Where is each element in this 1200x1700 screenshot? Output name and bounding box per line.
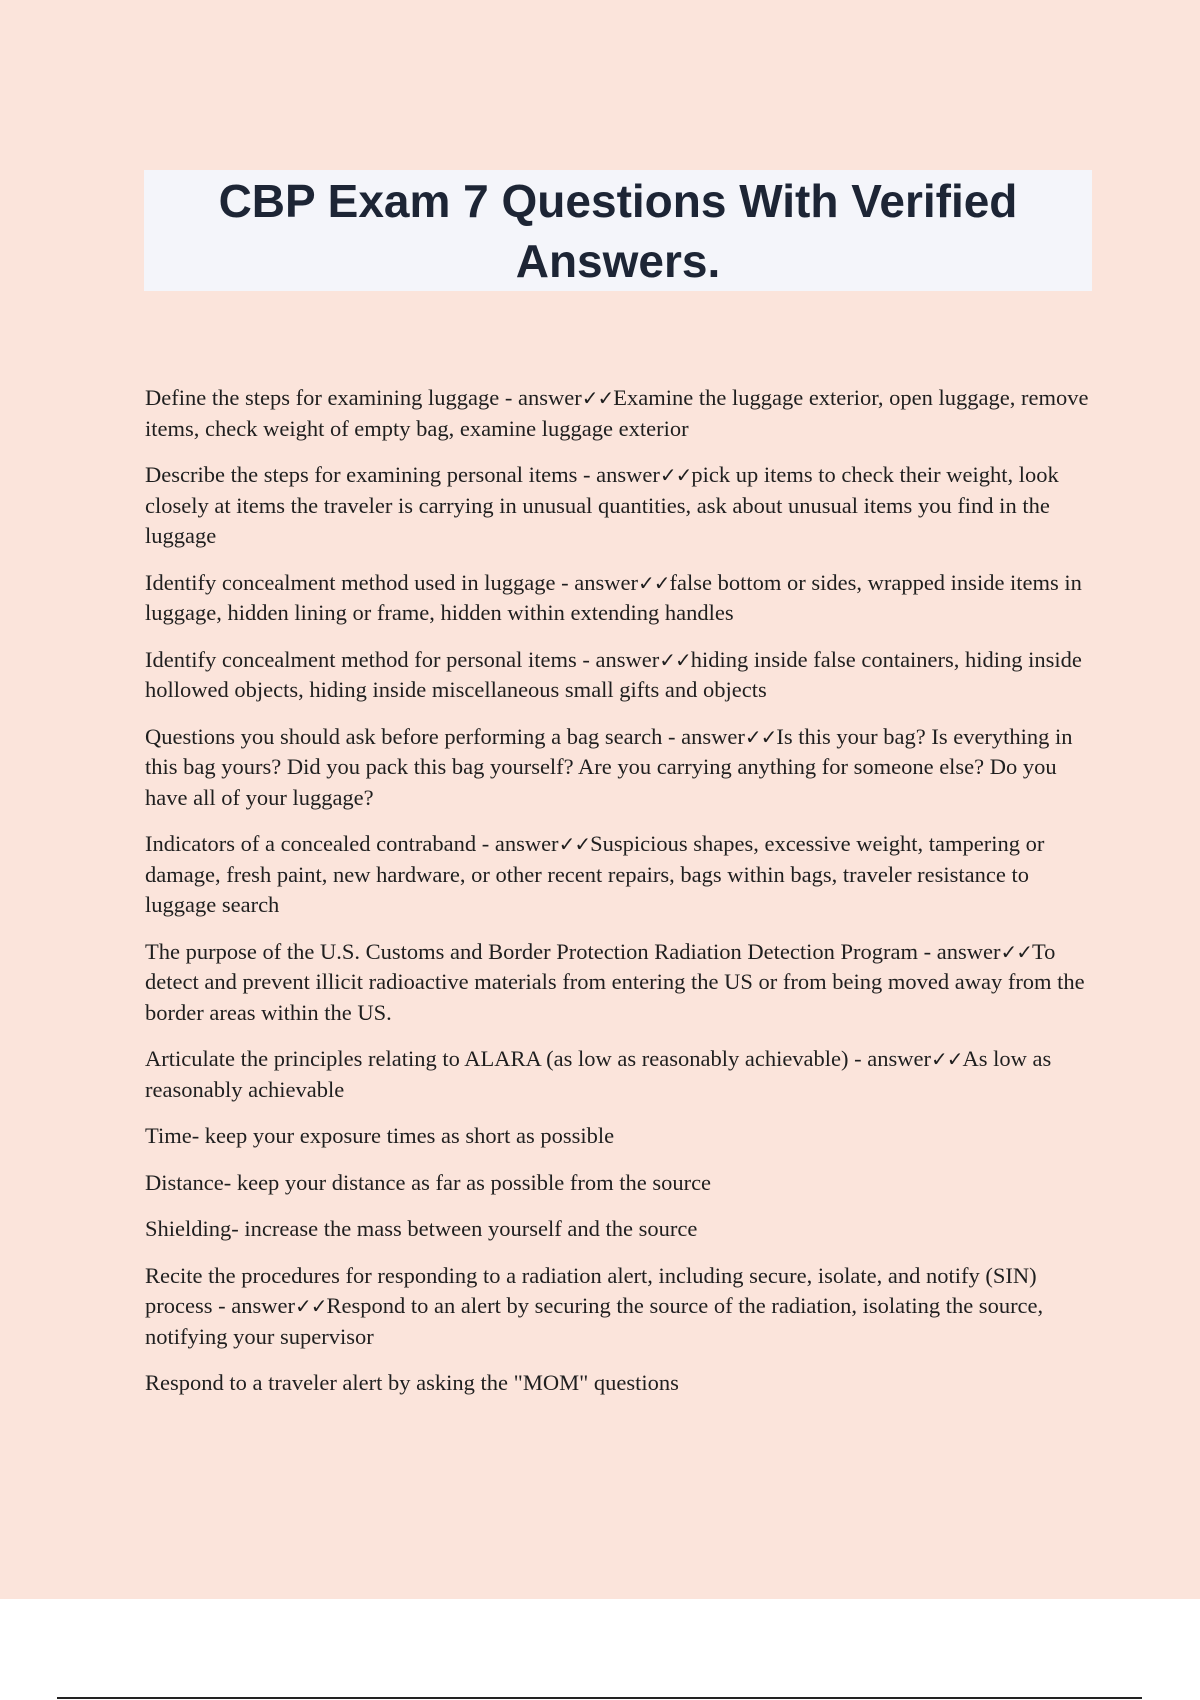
note-text: Time- keep your exposure times as short as possible [145,1123,615,1148]
answer-label: answer [595,646,660,672]
double-check-icon: ✓✓ [294,1294,327,1318]
qa-item [145,829,1090,921]
double-check-icon: ✓✓ [659,647,691,672]
qa-item [145,722,1090,814]
answer-text: hiding inside false containers, hiding inside hollowed objects, hiding inside miscellaneous small gifts and objects [145,646,1082,702]
question-text: Articulate the principles relating to ALARA (as low as reasonably achievable) - [145,1046,868,1071]
note-text: Respond to a traveler alert by asking the "MOM" questions [145,1370,679,1395]
double-check-icon: ✓✓ [558,832,591,856]
double-check-icon: ✓✓ [744,724,777,749]
qa-item [145,1261,1090,1353]
answer-label: answer [596,462,660,487]
answer-text: Suspicious shapes, excessive weight, tampering or damage, fresh paint, new hardware, or other recent repairs, bags within bags, traveler resistance to luggage search [145,831,1045,917]
question-text: Indicators of a concealed contraband - [145,831,495,856]
qa-item [145,645,1090,706]
qa-item [145,383,1090,444]
document-title: CBP Exam 7 Questions With Verified Answers. [218,174,1018,287]
qa-item [145,1044,1090,1105]
qa-item [145,1121,1090,1152]
double-check-icon: ✓✓ [659,463,692,487]
qa-item [145,460,1090,552]
double-check-icon: ✓✓ [637,570,670,595]
qa-item [145,1168,1090,1199]
footer-rule [57,1697,1142,1699]
answer-text: pick up items to check their weight, look closely at items the traveler is carrying in unusual quantities, ask about unusual items you find in the luggage [145,462,1059,548]
double-check-icon: ✓✓ [1000,939,1032,964]
question-text: Questions you should ask before performing a bag search - [145,723,682,749]
answer-text: false bottom or sides, wrapped inside items in luggage, hidden lining or frame, hidden within extending handles [145,569,1082,625]
answer-label: answer [518,385,582,410]
title-banner [144,170,1092,291]
qa-item [145,1214,1090,1245]
question-text: Identify concealment method used in luggage - [145,569,575,595]
answer-text: As low as reasonably achievable [145,1046,1052,1102]
answer-text: Is this your bag? Is everything in this bag yours? Did you pack this bag yourself? Are you carrying anything for someone else? Do you have all of your luggage? [145,723,1073,810]
answer-label: answer [681,723,745,749]
answer-text: To detect and prevent illicit radioactive materials from entering the US or from being moved away from the border areas within the US. [145,938,1085,1025]
double-check-icon: ✓✓ [931,1047,963,1071]
question-text: The purpose of the U.S. Customs and Border Protection Radiation Detection Program - [145,938,937,964]
answer-text: Respond to an alert by securing the source of the radiation, isolating the source, notifying your supervisor [145,1293,1044,1349]
question-text: Define the steps for examining luggage - [145,385,519,410]
qa-list [145,383,1090,1415]
answer-label: answer [494,831,559,856]
question-text: Describe the steps for examining personal items - [145,462,597,487]
answer-label: answer [231,1293,295,1318]
answer-label: answer [574,569,638,595]
qa-item [145,568,1090,629]
answer-label: answer [867,1046,931,1071]
question-text: Identify concealment method for personal items - [145,646,596,672]
answer-text: Examine the luggage exterior, open luggage, remove items, check weight of empty bag, examine luggage exterior [145,385,1089,441]
answer-label: answer [936,938,1001,964]
note-text: Shielding- increase the mass between yourself and the source [145,1216,698,1241]
question-text: Recite the procedures for responding to a radiation alert, including secure, isolate, and notify (SIN) process - [145,1262,1037,1318]
note-text: Distance- keep your distance as far as possible from the source [145,1169,712,1195]
double-check-icon: ✓✓ [581,386,614,410]
qa-item [145,1368,1090,1399]
qa-item [145,937,1090,1029]
